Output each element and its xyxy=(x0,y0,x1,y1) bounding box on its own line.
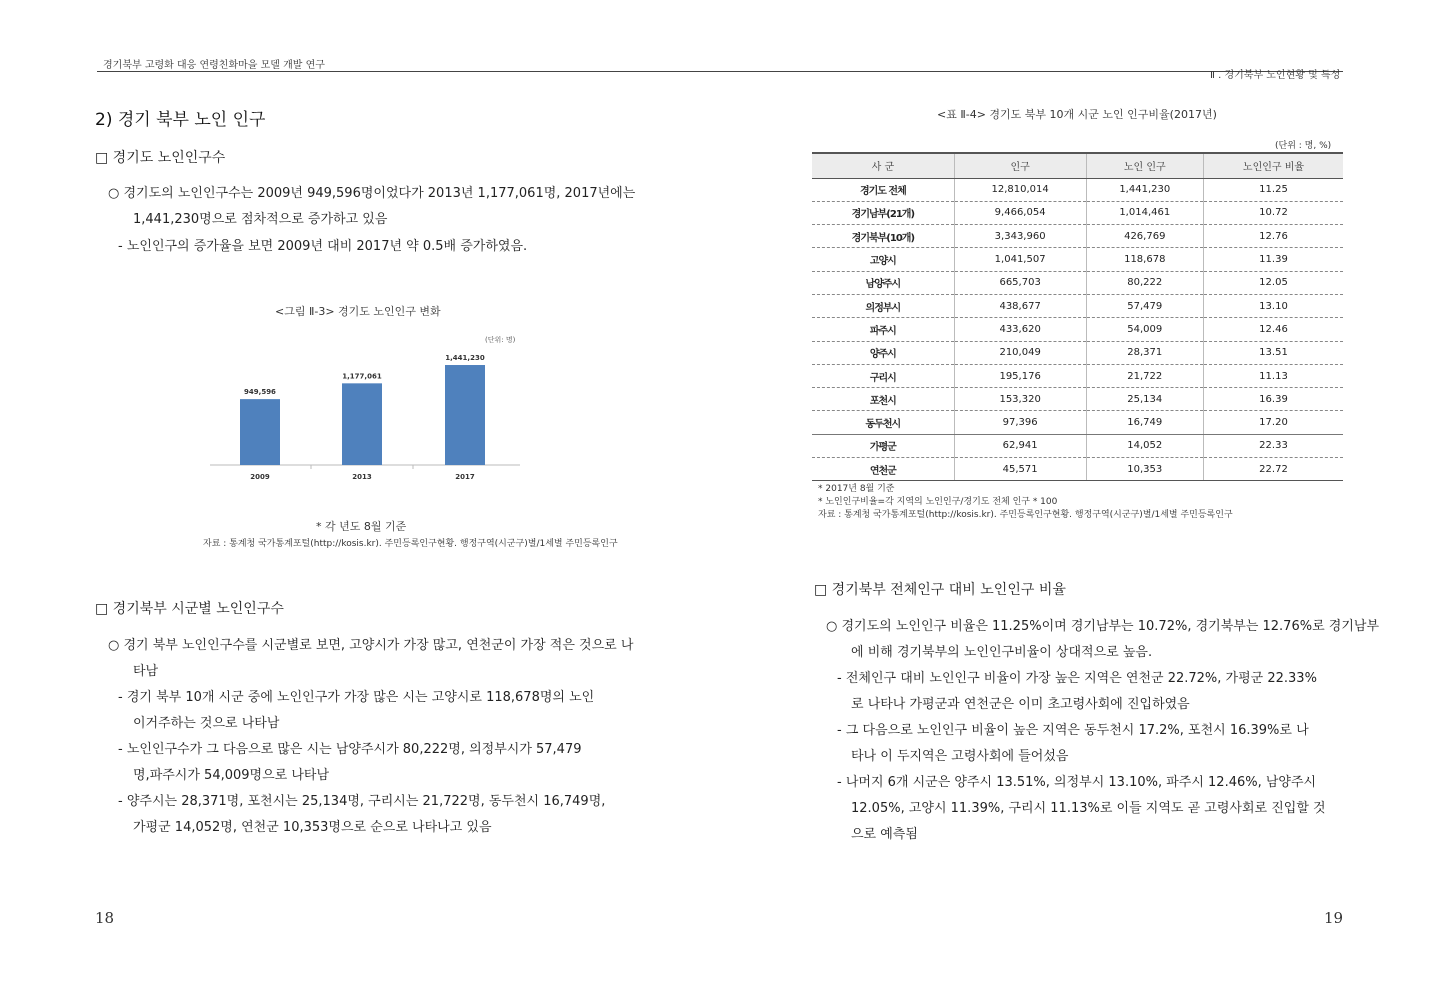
value-cell: 12.05 xyxy=(1203,271,1343,294)
table-row xyxy=(812,318,1343,341)
value-cell: 1,041,507 xyxy=(954,248,1086,271)
table-row xyxy=(812,388,1343,411)
region-cell: 연천군 xyxy=(812,458,954,481)
x-tick-label: 2013 xyxy=(352,473,372,481)
value-cell: 10,353 xyxy=(1086,458,1203,481)
figure-source: 자료 : 통계청 국가통계포털(http://kosis.kr). 주민등록인구현황. 행정구역(시군구)별/1세별 주민등록인구 xyxy=(203,539,618,549)
table-row xyxy=(812,341,1343,364)
region-cell: 고양시 xyxy=(812,248,954,271)
paragraph-line: 타남 xyxy=(133,664,159,679)
column-header: 사 군 xyxy=(812,153,954,178)
paragraph-line: 으로 예측됨 xyxy=(851,827,918,842)
page-number-left: 18 xyxy=(95,909,115,927)
value-cell: 118,678 xyxy=(1086,248,1203,271)
region-cell: 경기도 전체 xyxy=(812,178,954,201)
value-cell: 14,052 xyxy=(1086,434,1203,457)
value-cell: 11.39 xyxy=(1203,248,1343,271)
paragraph-line: 이거주하는 것으로 나타남 xyxy=(133,716,280,731)
paragraph-line: ○ 경기 북부 노인인구수를 시군별로 보면, 고양시가 가장 많고, 연천군이 가장 적은 것으로 나 xyxy=(108,638,634,653)
paragraph-line: 타나 이 두지역은 고령사회에 들어섰음 xyxy=(851,749,1069,764)
value-cell: 12,810,014 xyxy=(954,178,1086,201)
x-tick-label: 2017 xyxy=(455,473,475,481)
bar-2009 xyxy=(240,399,280,465)
value-cell: 11.25 xyxy=(1203,178,1343,201)
table-row xyxy=(812,271,1343,294)
bar-2017 xyxy=(445,365,485,465)
column-header: 노인인구 비율 xyxy=(1203,153,1343,178)
region-cell: 포천시 xyxy=(812,388,954,411)
value-cell: 665,703 xyxy=(954,271,1086,294)
region-cell: 의정부시 xyxy=(812,294,954,317)
paragraph-line: - 양주시는 28,371명, 포천시는 25,134명, 구리시는 21,722명, 동두천시 16,749명, xyxy=(118,794,606,809)
x-tick-label: 2009 xyxy=(250,473,270,481)
region-cell: 동두천시 xyxy=(812,411,954,434)
bar-chart xyxy=(200,332,530,492)
table-unit: (단위 : 명, %) xyxy=(1275,141,1332,151)
region-cell: 파주시 xyxy=(812,318,954,341)
table-source: 자료 : 통계청 국가통계포털(http://kosis.kr). 주민등록인구현황. 행정구역(시군구)별/1세별 주민등록인구 xyxy=(818,510,1233,520)
paragraph-line: 12.05%, 고양시 11.39%, 구리시 11.13%로 이들 지역도 곧 고령사회로 진입할 것 xyxy=(851,801,1326,816)
value-cell: 17.20 xyxy=(1203,411,1343,434)
header-rule xyxy=(97,71,1343,72)
table-title: <표 Ⅱ-4> 경기도 북부 10개 시군 노인 인구비율(2017년) xyxy=(937,108,1217,121)
column-header: 인구 xyxy=(954,153,1086,178)
region-cell: 경기북부(10개) xyxy=(812,225,954,248)
value-cell: 16.39 xyxy=(1203,388,1343,411)
population-table xyxy=(812,152,1343,481)
table-row xyxy=(812,178,1343,201)
subsection-heading: □ 경기북부 전체인구 대비 노인인구 비율 xyxy=(814,582,1066,598)
paragraph-line: - 경기 북부 10개 시군 중에 노인인구가 가장 많은 시는 고양시로 118,678명의 노인 xyxy=(118,690,595,705)
table-row xyxy=(812,248,1343,271)
value-cell: 426,769 xyxy=(1086,225,1203,248)
paragraph-line: ○ 경기도의 노인인구 비율은 11.25%이며 경기남부는 10.72%, 경기북부는 12.76%로 경기남부 xyxy=(826,619,1379,634)
table-row xyxy=(812,364,1343,387)
column-header: 노인 인구 xyxy=(1086,153,1203,178)
value-cell: 13.51 xyxy=(1203,341,1343,364)
figure-note: * 각 년도 8월 기준 xyxy=(316,520,407,533)
value-cell: 3,343,960 xyxy=(954,225,1086,248)
table-row xyxy=(812,294,1343,317)
value-cell: 1,441,230 xyxy=(1086,178,1203,201)
value-cell: 9,466,054 xyxy=(954,201,1086,224)
header-left-title: 경기북부 고령화 대응 연령친화마을 모델 개발 연구 xyxy=(103,60,325,71)
table-note: * 노인인구비율=각 지역의 노인인구/경기도 전체 인구 * 100 xyxy=(818,497,1058,507)
table-row xyxy=(812,411,1343,434)
region-cell: 경기남부(21개) xyxy=(812,201,954,224)
subsection-heading: □ 경기북부 시군별 노인인구수 xyxy=(95,601,284,617)
value-cell: 11.13 xyxy=(1203,364,1343,387)
value-cell: 28,371 xyxy=(1086,341,1203,364)
section-title: 2) 경기 북부 노인 인구 xyxy=(95,110,266,130)
paragraph-line: 에 비해 경기북부의 노인인구비율이 상대적으로 높음. xyxy=(851,645,1153,660)
subsection-heading: □ 경기도 노인인구수 xyxy=(95,150,226,166)
bar-data-label: 1,177,061 xyxy=(342,372,382,381)
value-cell: 12.76 xyxy=(1203,225,1343,248)
table-note: * 2017년 8월 기준 xyxy=(818,484,895,494)
paragraph-line: 로 나타나 가평군과 연천군은 이미 초고령사회에 진입하였음 xyxy=(851,697,1190,712)
paragraph-line: - 나머지 6개 시군은 양주시 13.51%, 의정부시 13.10%, 파주시 12.46%, 남양주시 xyxy=(837,775,1317,790)
value-cell: 62,941 xyxy=(954,434,1086,457)
chart-unit-label: (단위: 명) xyxy=(485,336,516,344)
region-cell: 가평군 xyxy=(812,434,954,457)
bar-2013 xyxy=(342,383,382,465)
value-cell: 16,749 xyxy=(1086,411,1203,434)
header-right-title: Ⅱ . 경기북부 노인현황 및 특성 xyxy=(1210,70,1341,81)
table-header-row xyxy=(812,153,1343,178)
figure-title: <그림 Ⅱ-3> 경기도 노인인구 변화 xyxy=(275,305,441,318)
table-row xyxy=(812,434,1343,457)
bar-data-label: 1,441,230 xyxy=(445,354,485,363)
paragraph-line: - 노인인구의 증가율을 보면 2009년 대비 2017년 약 0.5배 증가하였음. xyxy=(118,239,528,254)
value-cell: 12.46 xyxy=(1203,318,1343,341)
value-cell: 25,134 xyxy=(1086,388,1203,411)
value-cell: 153,320 xyxy=(954,388,1086,411)
table-row xyxy=(812,201,1343,224)
page-number-right: 19 xyxy=(1324,909,1344,927)
value-cell: 1,014,461 xyxy=(1086,201,1203,224)
value-cell: 13.10 xyxy=(1203,294,1343,317)
value-cell: 433,620 xyxy=(954,318,1086,341)
value-cell: 195,176 xyxy=(954,364,1086,387)
table-row xyxy=(812,225,1343,248)
value-cell: 21,722 xyxy=(1086,364,1203,387)
value-cell: 97,396 xyxy=(954,411,1086,434)
paragraph-line: ○ 경기도의 노인인구수는 2009년 949,596명이었다가 2013년 1,177,061명, 2017년에는 xyxy=(108,186,636,201)
value-cell: 10.72 xyxy=(1203,201,1343,224)
bar-data-label: 949,596 xyxy=(244,388,276,397)
paragraph-line: 가평군 14,052명, 연천군 10,353명으로 순으로 나타나고 있음 xyxy=(133,820,492,835)
paragraph-line: - 그 다음으로 노인인구 비율이 높은 지역은 동두천시 17.2%, 포천시 16.39%로 나 xyxy=(837,723,1309,738)
region-cell: 구리시 xyxy=(812,364,954,387)
value-cell: 22.72 xyxy=(1203,458,1343,481)
value-cell: 54,009 xyxy=(1086,318,1203,341)
paragraph-line: 1,441,230명으로 점차적으로 증가하고 있음 xyxy=(133,212,388,227)
paragraph-line: - 전체인구 대비 노인인구 비율이 가장 높은 지역은 연천군 22.72%, 가평군 22.33% xyxy=(837,671,1317,686)
paragraph-line: - 노인인구수가 그 다음으로 많은 시는 남양주시가 80,222명, 의정부시가 57,479 xyxy=(118,742,582,757)
value-cell: 45,571 xyxy=(954,458,1086,481)
value-cell: 438,677 xyxy=(954,294,1086,317)
paragraph-line: 명,파주시가 54,009명으로 나타남 xyxy=(133,768,330,783)
region-cell: 양주시 xyxy=(812,341,954,364)
region-cell: 남양주시 xyxy=(812,271,954,294)
value-cell: 210,049 xyxy=(954,341,1086,364)
value-cell: 80,222 xyxy=(1086,271,1203,294)
value-cell: 22.33 xyxy=(1203,434,1343,457)
value-cell: 57,479 xyxy=(1086,294,1203,317)
table-row xyxy=(812,458,1343,481)
